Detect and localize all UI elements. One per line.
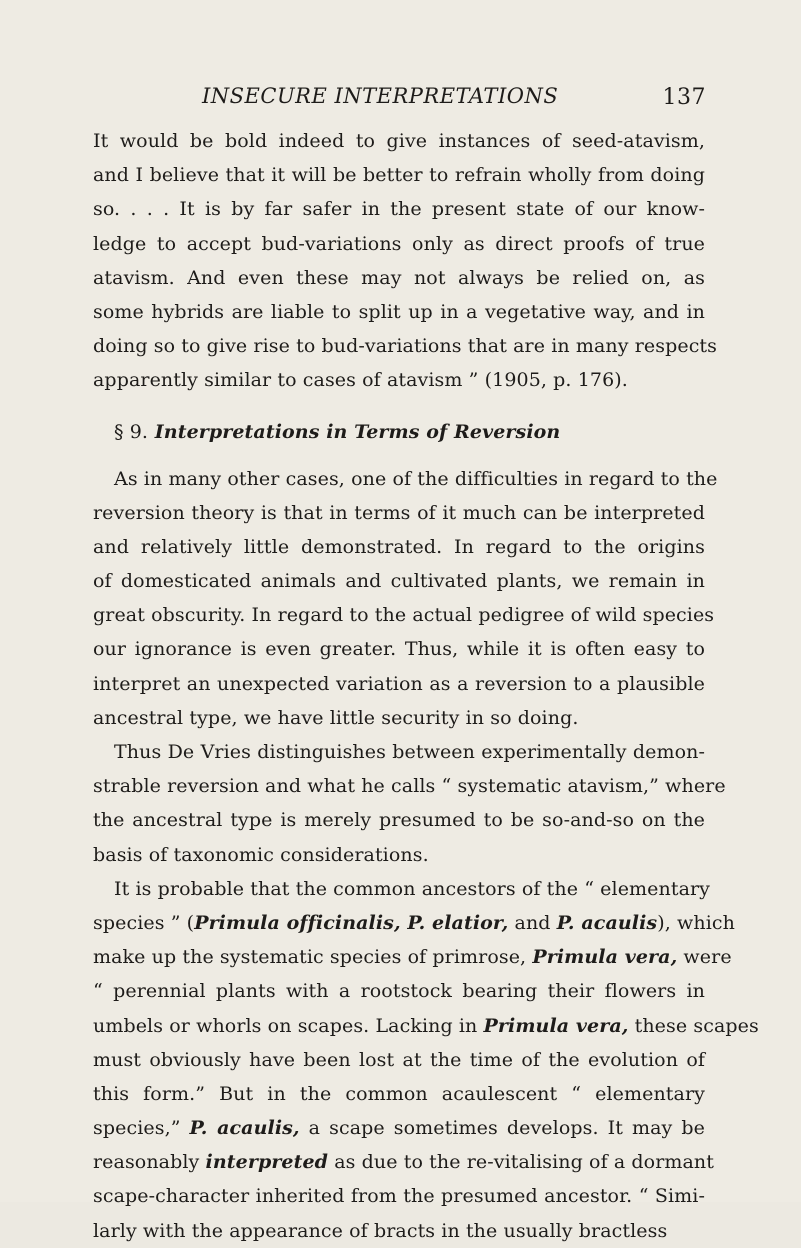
text-line: and I believe that it will be better to refrain wholly from doing (93, 164, 705, 187)
quote-block (93, 124, 718, 398)
text-run: ), which (657, 911, 735, 934)
text-line: Thus De Vries distinguishes between experimentally demon- (114, 741, 705, 763)
text-run: reasonably (93, 1151, 206, 1174)
text-run: umbels or whorls on scapes. Lacking in (93, 1014, 484, 1037)
text-line: this form.” But in the common acaulescent “ elementary (93, 1082, 705, 1105)
text-line: scape-character inherited from the presumed ancestor. “ Simi- (93, 1185, 705, 1208)
text-line: strable reversion and what he calls “ systematic atavism,” where (93, 775, 726, 798)
text-line (93, 1009, 759, 1043)
text-line: the ancestral type is merely presumed to be so-and-so on the (93, 809, 705, 832)
text-line (93, 1111, 705, 1145)
italic-run: Primula vera, (483, 1014, 629, 1037)
paragraph (93, 735, 726, 872)
section-number: § 9. (114, 420, 149, 443)
text-line: ledge to accept bud-variations only as direct proofs of true (93, 232, 705, 255)
text-line: larly with the appearance of bracts in the usually bractless (93, 1219, 668, 1242)
text-line (93, 906, 735, 940)
text-run: were (677, 946, 732, 969)
text-line: of domesticated animals and cultivated plants, we remain in (93, 570, 705, 593)
text-line: great obscurity. In regard to the actual pedigree of wild species (93, 604, 715, 627)
running-header (202, 78, 706, 114)
text-line: “ perennial plants with a rootstock bearing their flowers in (93, 980, 705, 1003)
text-line: atavism. And even these may not always be relied on, as (93, 266, 705, 289)
text-run: a scape sometimes develops. It may be (299, 1117, 705, 1140)
page-number: 137 (662, 85, 706, 110)
text-line: As in many other cases, one of the difficulties in regard to the (114, 467, 718, 490)
text-run: species ” ( (93, 911, 195, 934)
text-line: reversion theory is that in terms of it much can be interpreted (93, 501, 705, 524)
text-line: ancestral type, we have little security in so doing. (93, 706, 579, 729)
text-line (93, 940, 732, 974)
section-title: Interpretations in Terms of Reversion (154, 420, 561, 443)
text-run: as due to the re-vitalising of a dormant (328, 1151, 715, 1174)
section-heading (93, 410, 705, 454)
text-line: apparently similar to cases of atavism ” (1905, p. 176). (93, 369, 628, 392)
italic-run: P. acaulis (556, 911, 658, 934)
text-line: our ignorance is even greater. Thus, while it is often easy to (93, 638, 705, 661)
text-line: must obviously have been lost at the time of the evolution of (93, 1048, 705, 1071)
text-line: some hybrids are liable to split up in a vegetative way, and in (93, 300, 705, 323)
text-run: species,” (93, 1117, 190, 1140)
text-line: so. . . . It is by far safer in the present state of our know- (93, 198, 705, 221)
italic-run: Primula vera, (532, 946, 678, 969)
paragraph (93, 872, 759, 1248)
text-run: make up the systematic species of primrose, (93, 946, 533, 969)
body-text (93, 124, 759, 1248)
text-line: interpret an unexpected variation as a reversion to a plausible (93, 672, 705, 695)
text-line: doing so to give rise to bud-variations that are in many respects (93, 335, 718, 358)
paragraph (93, 462, 718, 736)
italic-run: P. acaulis, (189, 1117, 300, 1140)
text-line: It is probable that the common ancestors of the “ elementary (114, 877, 711, 900)
text-line: It would be bold indeed to give instances of seed-atavism, (93, 130, 705, 152)
italic-run: Primula officinalis, P. elatior, (194, 911, 509, 934)
chapter-title: INSECURE INTERPRETATIONS (202, 84, 559, 108)
text-run: and (508, 911, 557, 934)
italic-run: interpreted (205, 1151, 329, 1174)
text-run: these scapes (628, 1014, 759, 1037)
text-line (93, 1145, 715, 1179)
text-line: and relatively little demonstrated. In regard to the origins (93, 535, 705, 558)
text-line: basis of taxonomic considerations. (93, 843, 429, 866)
